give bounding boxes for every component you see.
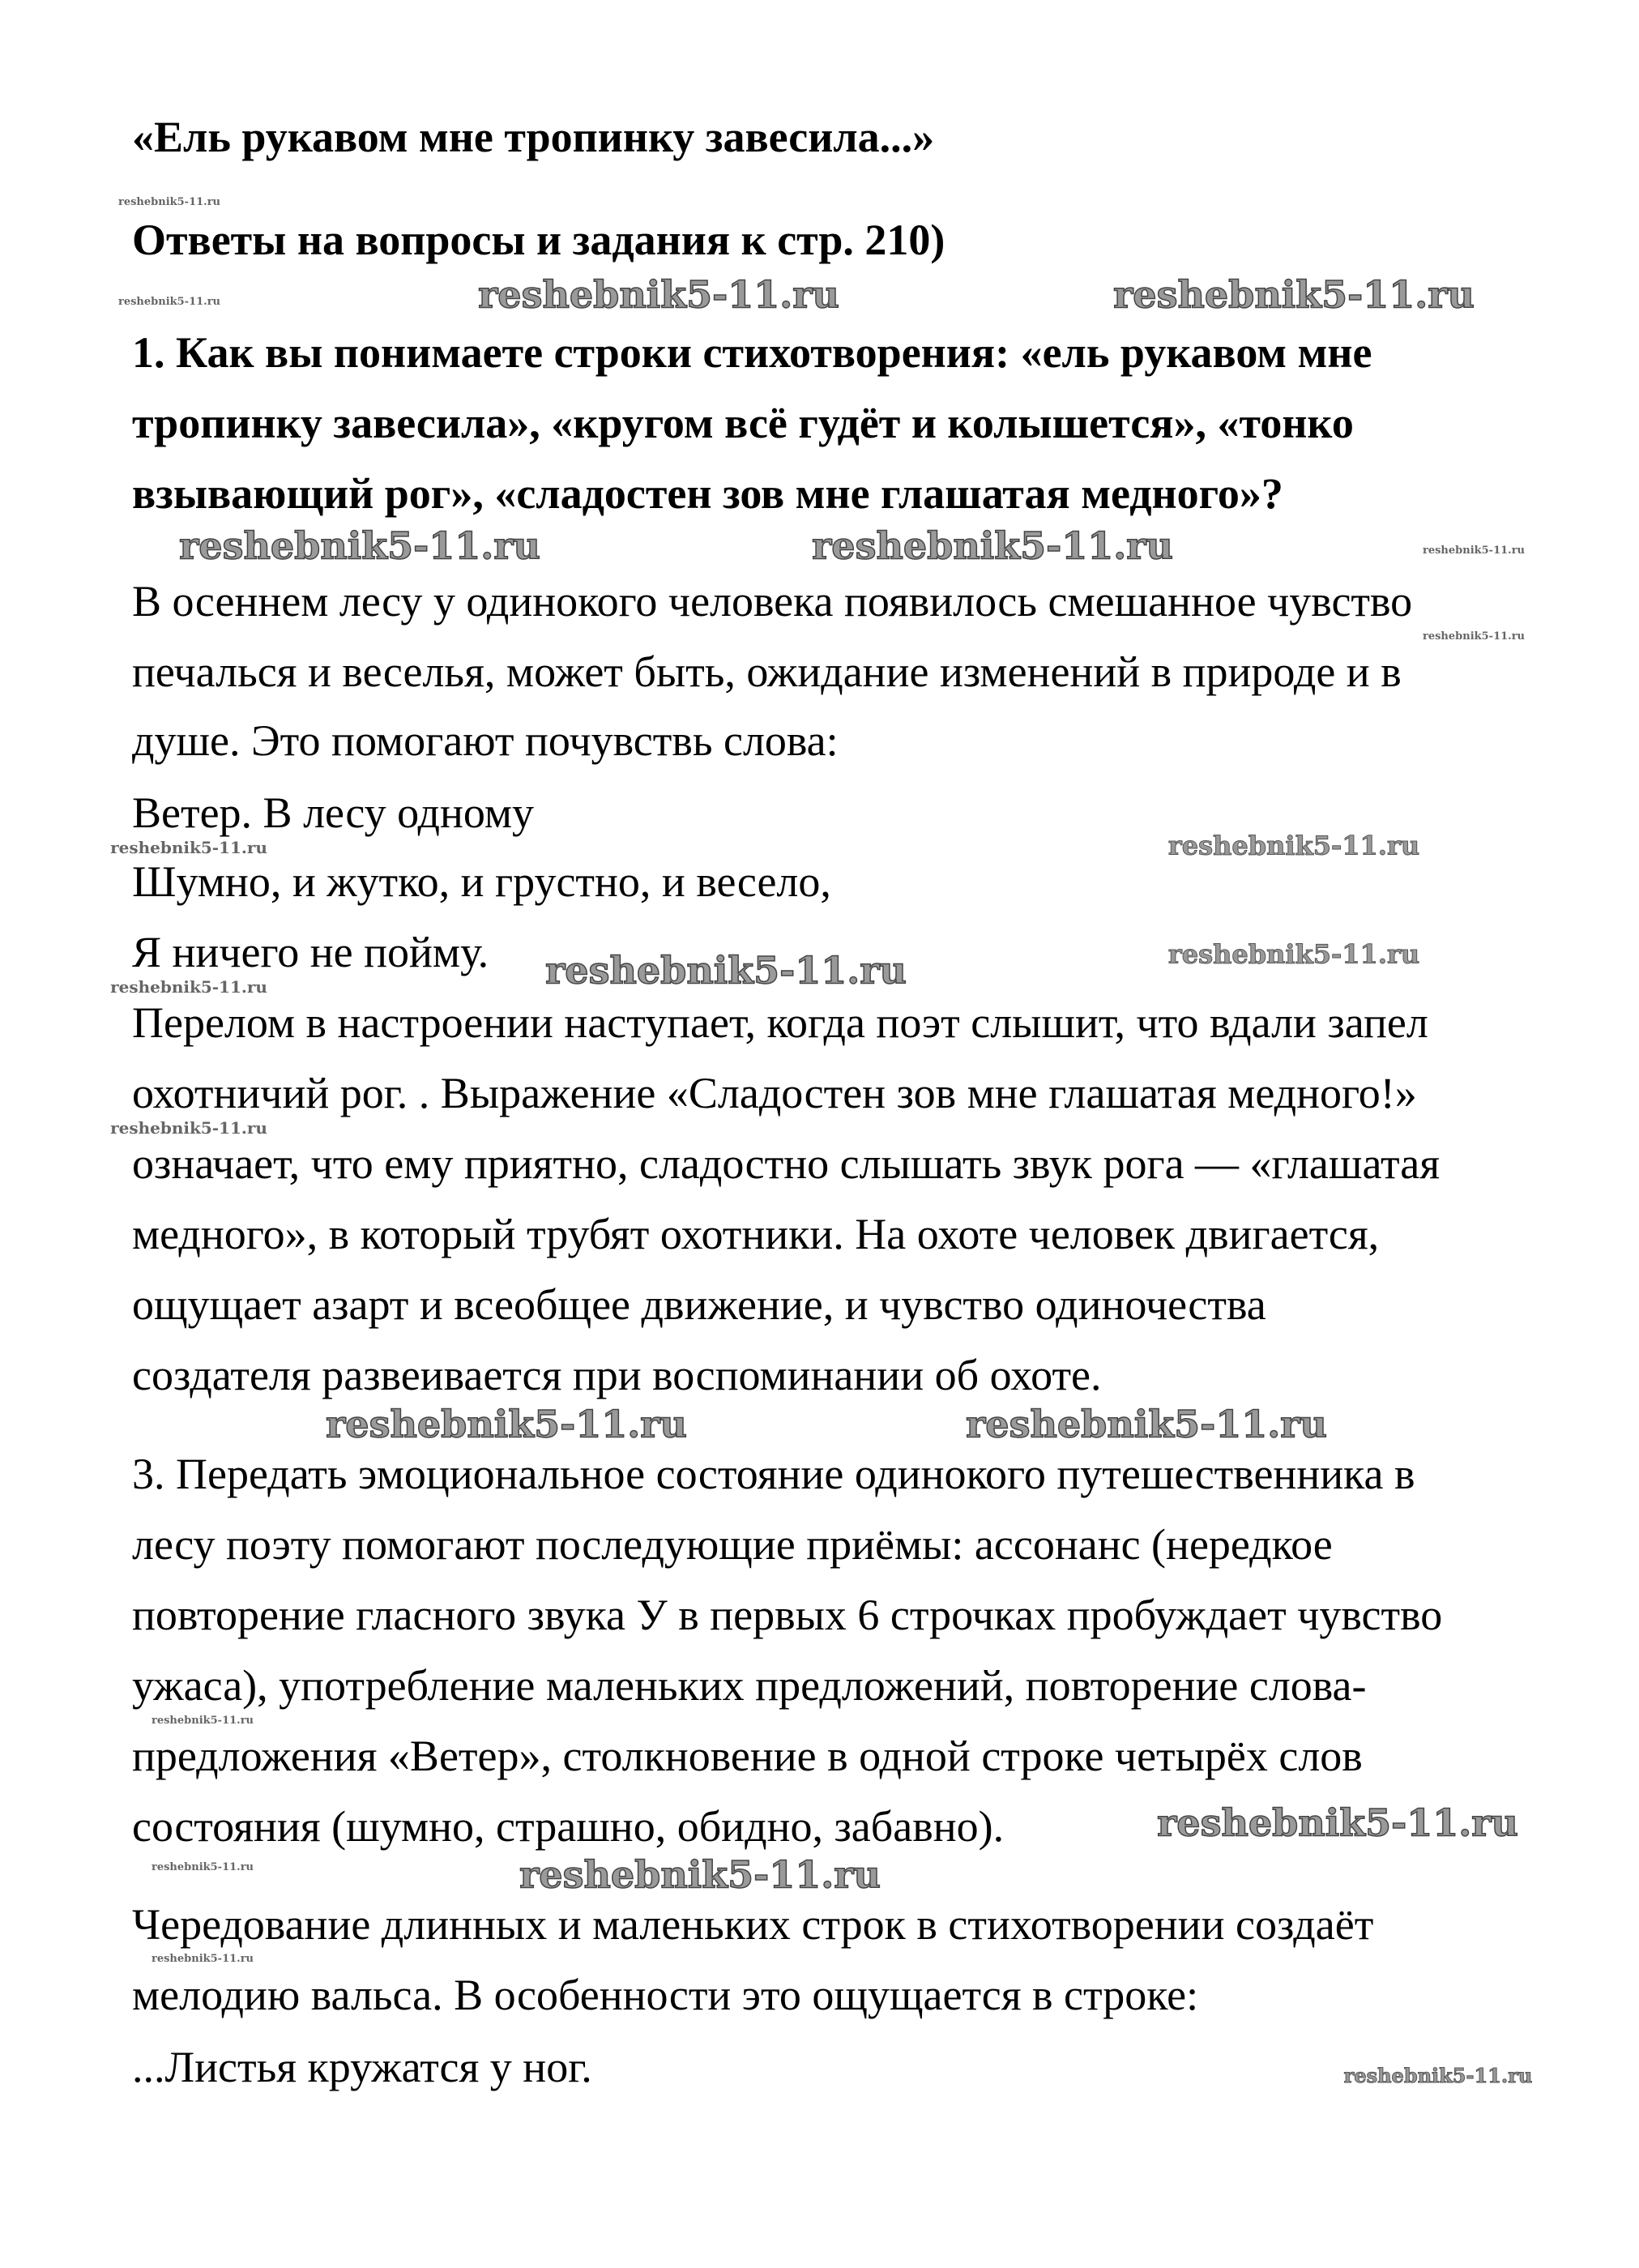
- watermark: reshebnik5-11.ru: [1167, 938, 1420, 970]
- watermark: reshebnik5-11.ru: [1343, 2063, 1533, 2087]
- watermark: reshebnik5-11.ru: [151, 1952, 254, 1965]
- body-line: душе. Это помогают почувствь слова:: [132, 716, 839, 765]
- body-line: лесу поэту помогают последующие приёмы: ассонанс (нередкое: [132, 1520, 1333, 1569]
- watermark: reshebnik5-11.ru: [1422, 630, 1526, 643]
- watermark: reshebnik5-11.ru: [151, 1714, 254, 1727]
- section-heading: Ответы на вопросы и задания к стр. 210): [132, 216, 945, 264]
- poem-line: Ветер. В лесу одному: [132, 788, 535, 837]
- watermark: reshebnik5-11.ru: [117, 195, 221, 208]
- watermark: reshebnik5-11.ru: [151, 1860, 254, 1873]
- poem-line: ...Листья кружатся у ног.: [132, 2043, 592, 2091]
- watermark: reshebnik5-11.ru: [966, 1402, 1327, 1446]
- body-line: создателя развеивается при воспоминании об охоте.: [132, 1351, 1102, 1399]
- body-line: ужаса), употребление маленьких предложений, повторение слова-: [132, 1661, 1367, 1710]
- body-line: печалься и веселья, может быть, ожидание изменений в природе и в: [132, 647, 1402, 696]
- poem-line: Шумно, и жутко, и грустно, и весело,: [132, 857, 831, 906]
- question-line: 1. Как вы понимаете строки стихотворения: «ель рукавом мне: [132, 328, 1372, 377]
- body-line: ощущает азарт и всеобщее движение, и чувство одиночества: [132, 1280, 1266, 1329]
- question-line: взывающий рог», «сладостен зов мне глашатая медного»?: [132, 469, 1283, 518]
- body-line: означает, что ему приятно, сладостно слышать звук рога — «глашатая: [132, 1139, 1441, 1188]
- watermark: reshebnik5-11.ru: [179, 523, 540, 568]
- watermark: reshebnik5-11.ru: [545, 948, 907, 993]
- watermark: reshebnik5-11.ru: [117, 295, 221, 308]
- body-line: Чередование длинных и маленьких строк в стихотворении создаёт: [132, 1900, 1374, 1949]
- watermark: reshebnik5-11.ru: [812, 523, 1173, 568]
- watermark: reshebnik5-11.ru: [326, 1402, 687, 1446]
- watermark: reshebnik5-11.ru: [1167, 830, 1420, 861]
- body-line: В осеннем лесу у одинокого человека появилось смешанное чувство: [132, 577, 1413, 626]
- body-line: Перелом в настроении наступает, когда поэт слышит, что вдали запел: [132, 998, 1428, 1047]
- watermark: reshebnik5-11.ru: [110, 838, 267, 857]
- body-line: состояния (шумно, страшно, обидно, забавно).: [132, 1802, 1005, 1851]
- document-title: «Ель рукавом мне тропинку завесила...»: [132, 113, 935, 161]
- body-line: медного», в который трубят охотники. На охоте человек двигается,: [132, 1210, 1380, 1258]
- body-line: 3. Передать эмоциональное состояние одинокого путешественника в: [132, 1450, 1415, 1498]
- body-line: повторение гласного звука У в первых 6 строчках пробуждает чувство: [132, 1591, 1443, 1639]
- watermark: reshebnik5-11.ru: [1113, 272, 1475, 317]
- watermark: reshebnik5-11.ru: [110, 977, 267, 997]
- poem-line: Я ничего не пойму.: [132, 928, 489, 976]
- body-line: охотничий рог. . Выражение «Сладостен зов мне глашатая медного!»: [132, 1069, 1417, 1117]
- question-line: тропинку завесила», «кругом всё гудёт и колышется», «тонко: [132, 399, 1354, 447]
- watermark: reshebnik5-11.ru: [478, 272, 839, 317]
- watermark: reshebnik5-11.ru: [1157, 1800, 1518, 1845]
- body-line: мелодию вальса. В особенности это ощущается в строке:: [132, 1971, 1199, 2019]
- watermark: reshebnik5-11.ru: [519, 1852, 881, 1897]
- body-line: предложения «Ветер», столкновение в одной строке четырёх слов: [132, 1732, 1363, 1780]
- watermark: reshebnik5-11.ru: [110, 1118, 267, 1138]
- watermark: reshebnik5-11.ru: [1422, 544, 1526, 557]
